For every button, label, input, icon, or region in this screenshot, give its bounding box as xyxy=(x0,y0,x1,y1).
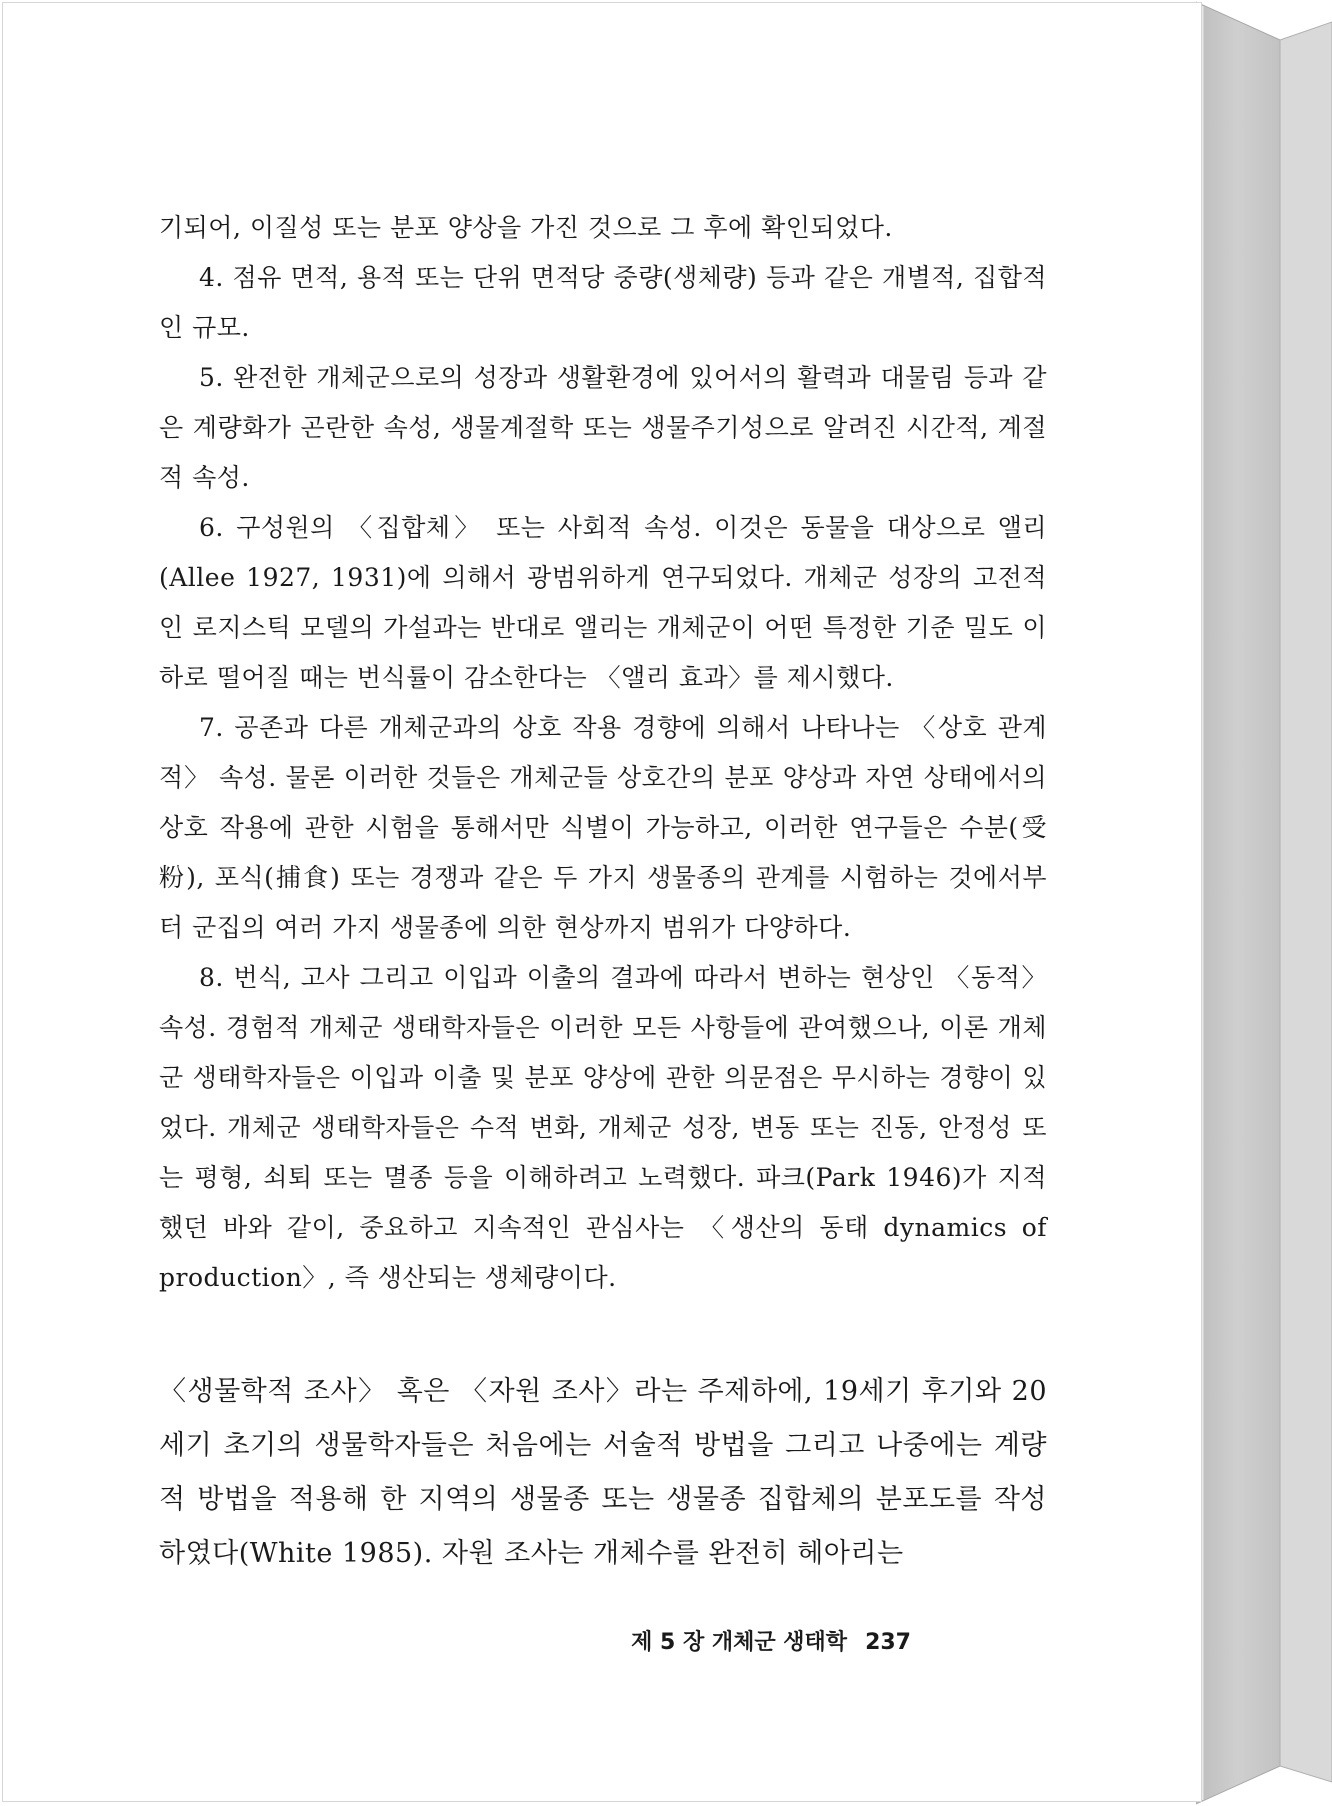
book-spine xyxy=(1196,0,1332,1806)
chapter-title: 제 5 장 개체군 생태학 xyxy=(631,1630,848,1655)
paragraph-item-8: 8. 번식, 고사 그리고 이입과 이출의 결과에 따라서 변하는 현상인 〈동적〉 속성. 경험적 개체군 생태학자들은 이러한 모든 사항들에 관여했으나, 이론 개체군 생태학자들은 이입과 이출 및 분포 양상에 관한 의문점은 무시하는 경향이 있었다. 개체군 생태학자들은 수적 변화, 개체군 성장, 변동 또는 진동, 안정성 또는 평형, 쇠퇴 또는 멸종 등을 이해하려고 노력했다. 파크(Park 1946)가 지적했던 바와 같이, 중요하고 지속적인 관심사는 〈생산의 동태 dynamics of production〉, 즉 생산되는 생체량이다. xyxy=(159,963,1047,1292)
paragraph-item-4: 4. 점유 면적, 용적 또는 단위 면적당 중량(생체량) 등과 같은 개별적, 집합적인 규모. xyxy=(159,263,1047,342)
paragraph-item-7: 7. 공존과 다른 개체군과의 상호 작용 경향에 의해서 나타나는 〈상호 관계적〉 속성. 물론 이러한 것들은 개체군들 상호간의 분포 양상과 자연 상태에서의 상호 작용에 관한 시험을 통해서만 식별이 가능하고, 이러한 연구들은 수분(受粉), 포식(捕食) 또는 경쟁과 같은 두 가지 생물종의 관계를 시험하는 것에서부터 군집의 여러 가지 생물종에 의한 현상까지 범위가 다양하다. xyxy=(159,713,1047,942)
paragraph-biological-survey: 〈생물학적 조사〉 혹은 〈자원 조사〉라는 주제하에, 19세기 후기와 20세기 초기의 생물학자들은 처음에는 서술적 방법을 그리고 나중에는 계량적 방법을 적용해 한 지역의 생물종 또는 생물종 집합체의 분포도를 작성하였다(White 1985). 자원 조사는 개체수를 완전히 헤아리는 xyxy=(159,1376,1047,1569)
page-number: 237 xyxy=(865,1630,911,1655)
closing-text xyxy=(159,1365,1047,1581)
paragraph-item-5: 5. 완전한 개체군으로의 성장과 생활환경에 있어서의 활력과 대물림 등과 같은 계량화가 곤란한 속성, 생물계절학 또는 생물주기성으로 알려진 시간적, 계절적 속성. xyxy=(159,363,1047,492)
running-footer xyxy=(631,1625,911,1656)
page-face xyxy=(2,2,1202,1802)
paragraph-item-6: 6. 구성원의 〈집합체〉 또는 사회적 속성. 이것은 동물을 대상으로 앨리(Allee 1927, 1931)에 의해서 광범위하게 연구되었다. 개체군 성장의 고전적인 로지스틱 모델의 가설과는 반대로 앨리는 개체군이 어떤 특정한 기준 밀도 이하로 떨어질 때는 번식률이 감소한다는 〈앨리 효과〉를 제시했다. xyxy=(159,513,1047,692)
paragraph-continuation: 기되어, 이질성 또는 분포 양상을 가진 것으로 그 후에 확인되었다. xyxy=(159,213,893,242)
body-text xyxy=(159,203,1047,1303)
